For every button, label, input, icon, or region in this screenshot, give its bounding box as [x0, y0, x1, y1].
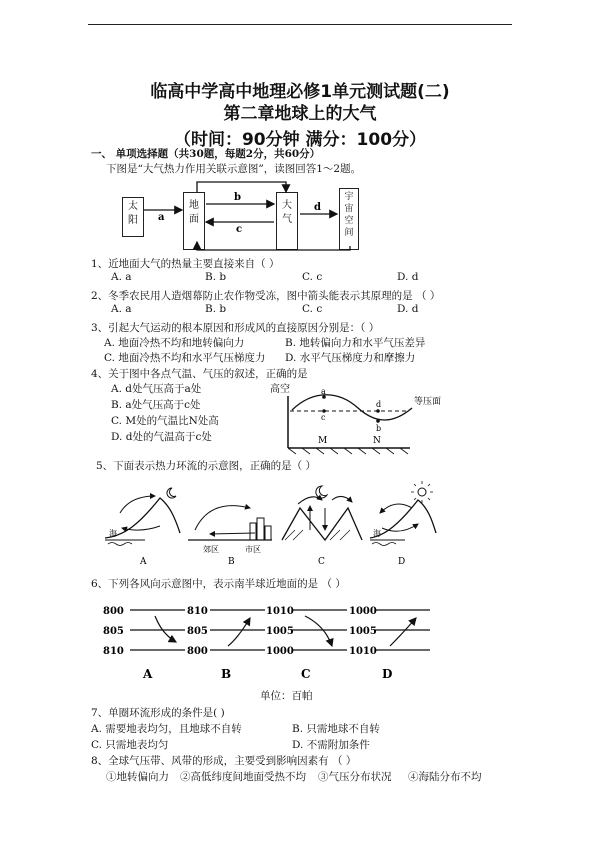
header-rule	[88, 24, 512, 25]
tick-label: 800	[103, 606, 124, 617]
label-a: a	[158, 212, 165, 223]
q7-option: C. 只需地表均匀	[91, 739, 169, 751]
q5-stem: 5、下面表示热力环流的示意图，正确的是（ ）	[96, 460, 317, 472]
tick-label: 800	[187, 646, 208, 657]
q7-option: A. 需要地表均匀，且地球不自转	[91, 723, 242, 735]
q2-option: B. b	[205, 303, 227, 315]
q4-option: B. a处气压高于c处	[111, 399, 201, 411]
label-sea: 海	[373, 529, 381, 538]
label-b: b	[234, 192, 241, 203]
label-panel-d: D	[382, 667, 393, 681]
q7-option: B. 只需地球不自转	[292, 723, 380, 735]
q4-option: C. M处的气温比N处高	[111, 415, 219, 427]
box-atmosphere: 大 气	[276, 192, 298, 250]
arrow-bottom-loop	[197, 242, 350, 250]
label-d: d	[314, 202, 321, 213]
q8-option: ①地转偏向力	[106, 771, 169, 783]
point-b	[376, 419, 380, 423]
q6-stem: 6、下列各风向示意图中，表示南半球近地面的是 （ ）	[91, 578, 346, 590]
q8-option: ④海陆分布不均	[408, 771, 482, 783]
tick-label: 1010	[349, 646, 377, 657]
q8-option: ②高低纬度间地面受热不均	[180, 771, 306, 783]
label-upper-air: 高空	[270, 384, 290, 395]
label-c: c	[321, 413, 326, 422]
q8-stem: 8、全球气压带、风带的形成，主要受到影响因素有 （ ）	[91, 755, 357, 767]
label-isobar: 等压面	[414, 397, 442, 407]
circulation-panel-a	[105, 488, 180, 567]
box-space: 宇 宙 空 间	[339, 188, 359, 250]
point-d	[376, 409, 380, 413]
q1-option: C. c	[302, 271, 323, 283]
label-panel-d: D	[398, 557, 406, 567]
label-a: a	[321, 387, 326, 396]
label-panel-a: A	[143, 667, 153, 681]
q8-option: ③气压分布状况	[318, 771, 392, 783]
tick-label: 1005	[266, 626, 294, 637]
q3-option: B. 地转偏向力和水平气压差异	[285, 337, 426, 349]
tick-label: 805	[187, 626, 208, 637]
label-panel-a: A	[140, 557, 147, 567]
q4-option: D. d处的气温高于c处	[111, 431, 212, 443]
chapter-title: 第二章地球上的大气	[223, 104, 377, 124]
q3-stem: 3、引起大气运动的根本原因和形成风的直接原因分别是：（ ）	[91, 322, 380, 334]
q3-option: D. 水平气压梯度力和摩擦力	[285, 352, 416, 364]
wind-panel-c	[266, 606, 347, 681]
q2-stem: 2、冬季农民用人造烟幕防止农作物受冻，图中箭头能表示其原理的是 （ ）	[91, 290, 441, 302]
label-panel-c: C	[301, 667, 311, 681]
q4-option: A. d处气压高于a处	[111, 383, 202, 395]
label-c: c	[236, 224, 243, 235]
box-sun: 太 阳	[122, 197, 144, 237]
q1-stem: 1、近地面大气的热量主要直接来自（ ）	[91, 258, 280, 270]
q2-option: D. d	[397, 303, 419, 315]
label-sea: 海	[109, 529, 117, 538]
wind-panel-d	[349, 606, 430, 681]
arrow-top-loop	[197, 182, 286, 192]
tick-label: 1000	[266, 646, 294, 657]
label-city: 市区	[245, 545, 261, 554]
q3-option: A. 地面冷热不均和地转偏向力	[104, 337, 245, 349]
box-ground: 地 面	[183, 192, 205, 250]
circulation-panel-d	[370, 481, 436, 567]
diagram1-intro: 下图是“大气热力作用关联示意图”，读图回答1～2题。	[106, 163, 362, 175]
label-panel-c: C	[318, 557, 325, 567]
tick-label: 1000	[349, 606, 377, 617]
diagram-isobar	[268, 380, 448, 455]
q4-stem: 4、关于图中各点气温、气压的叙述，正确的是	[91, 368, 308, 380]
tick-label: 1010	[266, 606, 294, 617]
isobar-curve	[292, 395, 412, 420]
q7-option: D. 不需附加条件	[292, 739, 370, 751]
q7-stem: 7、单圈环流形成的条件是( )	[91, 707, 225, 719]
wind-panel-b	[187, 606, 265, 681]
exam-title: 临高中学高中地理必修1单元测试题(二)	[150, 82, 450, 102]
circulation-panel-c	[282, 486, 362, 567]
tick-label: 810	[187, 606, 208, 617]
tick-label: 1005	[349, 626, 377, 637]
tick-label: 810	[103, 646, 124, 657]
label-M: M	[318, 436, 328, 446]
tick-label: 805	[103, 626, 124, 637]
wind-panel-a	[103, 606, 185, 681]
exam-time-score: （时间：90分钟 满分：100分）	[173, 130, 427, 150]
diagram1-arrows	[110, 176, 380, 256]
label-suburb: 郊区	[203, 545, 219, 554]
ground-hatching	[288, 448, 408, 454]
diagram-wind-direction	[100, 596, 440, 686]
q1-option: D. d	[397, 271, 419, 283]
label-d: d	[376, 400, 382, 409]
section-heading: 一、 单项选择题（共30题，每题2分，共60分）	[91, 148, 321, 160]
label-panel-b: B	[228, 557, 235, 567]
circulation-panel-b	[188, 506, 272, 567]
diagram-thermal-circulation	[100, 478, 440, 570]
q3-option: C. 地面冷热不均和水平气压梯度力	[104, 352, 266, 364]
q2-option: C. c	[302, 303, 323, 315]
q1-option: A. a	[111, 271, 132, 283]
label-b: b	[376, 424, 382, 433]
unit-label: 单位：百帕	[260, 690, 313, 702]
label-N: N	[373, 436, 381, 446]
q2-option: A. a	[111, 303, 132, 315]
q1-option: B. b	[205, 271, 227, 283]
label-panel-b: B	[221, 667, 232, 681]
